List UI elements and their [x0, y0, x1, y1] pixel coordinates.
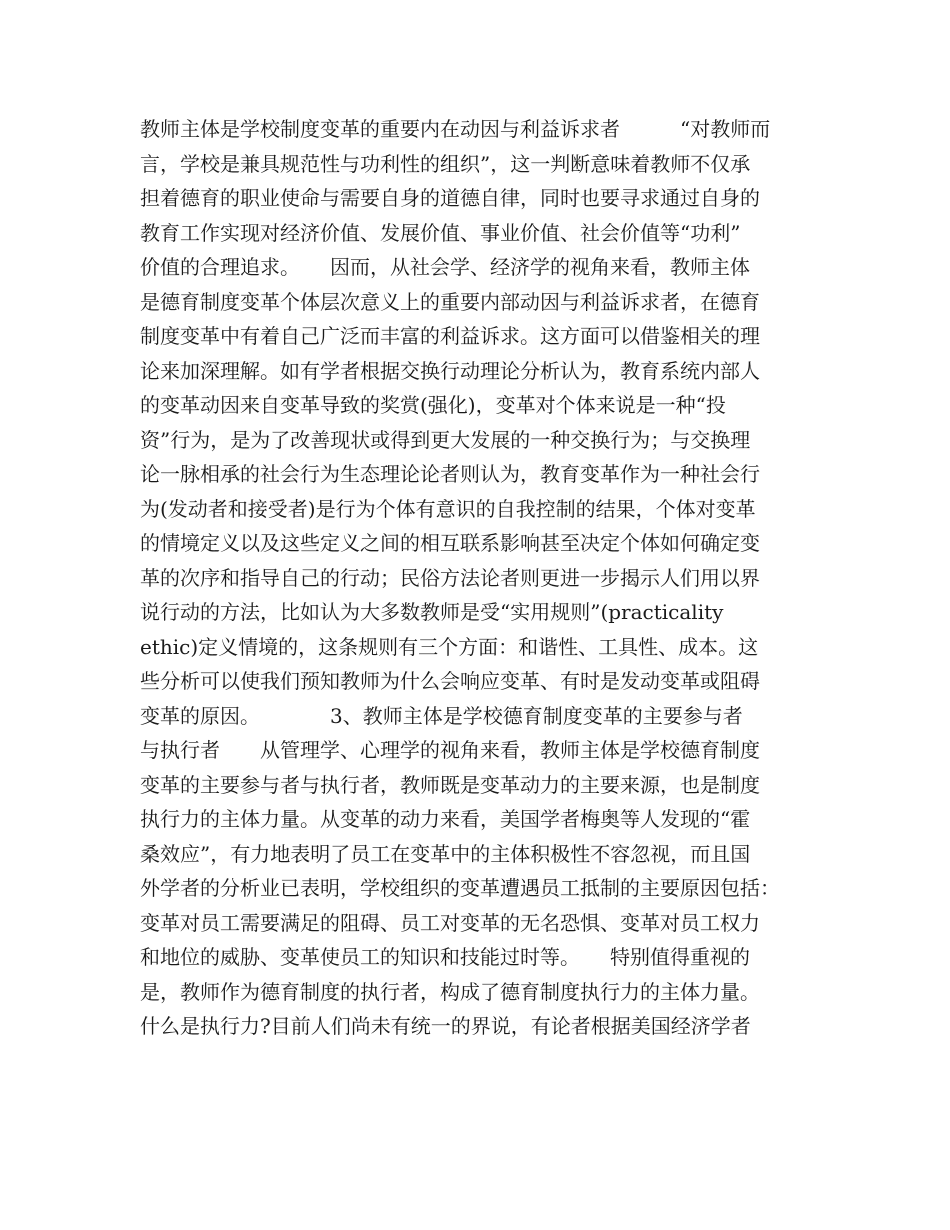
- text-line-22: 桑效应”，有力地表明了员工在变革中的主体积极性不容忽视，而且国: [140, 841, 751, 866]
- text-line-21: 执行力的主体力量。从变革的动力来看，美国学者梅奥等人发现的“霍: [140, 807, 751, 831]
- body-text: [140, 112, 840, 1044]
- text-line-19: 与执行者 从管理学、心理学的视角来看，教师主体是学校德育制度: [140, 738, 760, 762]
- text-line-10: 资”行为，是为了改善现状或得到更大发展的一种交换行为；与交换理: [140, 427, 751, 452]
- text-line-26: 是，教师作为德育制度的执行者，构成了德育制度执行力的主体力量。: [140, 979, 760, 1004]
- text-line-15: 说行动的方法，比如认为大多数教师是受“实用规则”(practicality: [140, 600, 724, 624]
- text-line-1: 教师主体是学校制度变革的重要内在动因与利益诉求者 “对教师而: [140, 117, 771, 141]
- text-line-11: 论一脉相承的社会行为生态理论论者则认为，教育变革作为一种社会行: [140, 462, 760, 486]
- text-line-6: 是德育制度变革个体层次意义上的重要内部动因与利益诉求者，在德育: [140, 289, 760, 314]
- text-line-18: 变革的原因。 3、教师主体是学校德育制度变革的主要参与者: [140, 703, 743, 728]
- text-line-25: 和地位的威胁、变革使员工的知识和技能过时等。 特别值得重视的: [140, 945, 750, 969]
- text-line-3: 担着德育的职业使命与需要自身的道德自律，同时也要寻求通过自身的: [140, 186, 760, 210]
- text-line-16: ethic)定义情境的，这条规则有三个方面：和谐性、工具性、成本。这: [140, 634, 759, 659]
- text-line-8: 论来加深理解。如有学者根据交换行动理论分析认为，教育系统内部人: [140, 358, 760, 383]
- text-line-2: 言，学校是兼具规范性与功利性的组织”，这一判断意味着教师不仅承: [140, 151, 751, 176]
- text-line-27: 什么是执行力?目前人们尚未有统一的界说，有论者根据美国经济学者: [140, 1014, 751, 1038]
- text-line-17: 些分析可以使我们预知教师为什么会响应变革、有时是发动变革或阻碍: [140, 669, 760, 693]
- text-line-20: 变革的主要参与者与执行者，教师既是变革动力的主要来源，也是制度: [140, 772, 760, 797]
- text-line-23: 外学者的分析业已表明，学校组织的变革遭遇员工抵制的主要原因包括：: [140, 876, 780, 900]
- text-line-9: 的变革动因来自变革导致的奖赏(强化)，变革对个体来说是一种“投: [140, 393, 726, 417]
- text-line-4: 教育工作实现对经济价值、发展价值、事业价值、社会价值等“功利”: [140, 220, 741, 245]
- text-line-5: 价值的合理追求。 因而，从社会学、经济学的视角来看，教师主体: [140, 255, 750, 279]
- text-line-12: 为(发动者和接受者)是行为个体有意识的自我控制的结果，个体对变革: [140, 496, 756, 521]
- text-line-13: 的情境定义以及这些定义之间的相互联系影响甚至决定个体如何确定变: [140, 531, 760, 555]
- text-line-24: 变革对员工需要满足的阻碍、员工对变革的无名恐惧、变革对员工权力: [140, 910, 760, 935]
- text-line-14: 革的次序和指导自己的行动；民俗方法论者则更进一步揭示人们用以界: [140, 565, 760, 590]
- text-line-7: 制度变革中有着自己广泛而丰富的利益诉求。这方面可以借鉴相关的理: [140, 324, 760, 348]
